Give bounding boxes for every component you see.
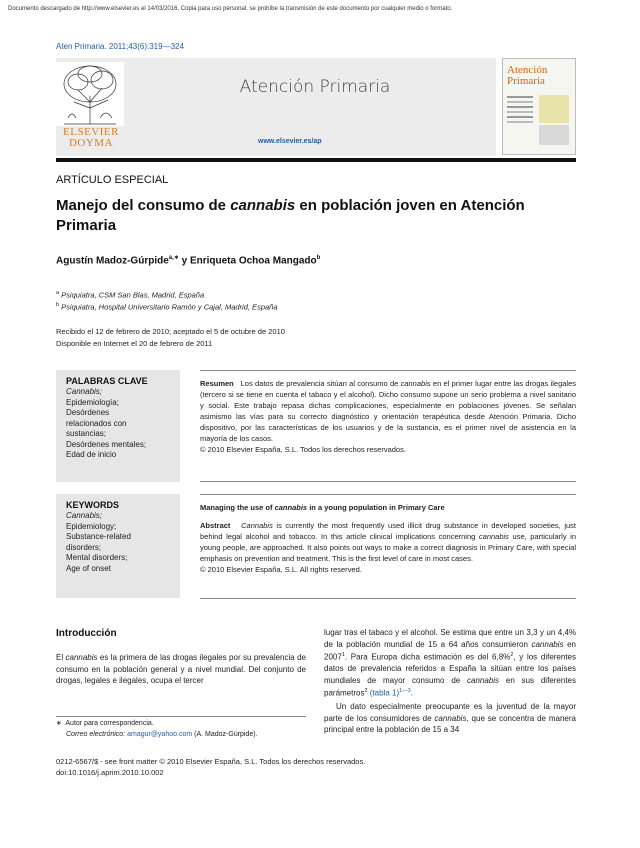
keyword-item: Cannabis;	[66, 387, 103, 396]
keywords-heading: PALABRAS CLAVE	[66, 376, 148, 386]
section-label: ARTÍCULO ESPECIAL	[56, 174, 169, 186]
keyword-item: Substance-related	[66, 532, 131, 541]
abstract-en: Abstract Cannabis is currently the most frequently used illicit drug substance in developed societies, just behind legal alcohol and tobacco. In this article clinical implications concerning cannabis use, particularly in young people, are approached. It also points out ways to make a correct diagnosis in Primary Care, with special emphasis on prevention and treatment. This is the first level of care in most cases. © 2010 Elsevier España, S.L. All rights reserved.	[200, 521, 577, 574]
cover-image	[539, 125, 569, 145]
keyword-item: Cannabis;	[66, 511, 103, 520]
divider	[200, 370, 576, 371]
citation[interactable]: Aten Primaria. 2011;43(6):319—324	[56, 42, 184, 51]
cover-image	[539, 95, 569, 123]
keywords-heading: KEYWORDS	[66, 500, 120, 510]
journal-cover-thumbnail	[502, 58, 576, 155]
doi-line: doi:10.1016/j.aprim.2010.10.002	[56, 768, 164, 777]
intro-heading: Introducción	[56, 628, 117, 639]
keyword-item: Edad de inicio	[66, 450, 117, 459]
intro-left-column: El cannabis es la primera de las drogas ilegales por su prevalencia de consumo en la población general y a nivel mundial. Del conjunto de drogas, legales e ilegales, ocupa el tercer	[56, 653, 307, 685]
keyword-item: Desórdenes	[66, 408, 110, 417]
affiliation: $^b$ Psiquiatra, Hospital Universitario Ramón y Cajal, Madrid, España	[56, 302, 278, 312]
abstract-es: Resumen Los datos de prevalencia sitúan al consumo de cannabis en el primer lugar entre las drogas ilegales (tercero si se tiene en cuenta el tabaco y el alcohol). Dicho consumo supone un serio problema a nivel sanitario y social. Este trabajo repasa dichas complicaciones, especialmente en poblaciones jóvenes. Se señalan asimismo las vías para su correcto diagnóstico y orientación terapéutica desde Atención Primaria. Dicho dispositivo, por las características de los usuarios y de la sustancia, es el primer nivel de asistencia en la mayoría de los casos. © 2010 Elsevier España, S.L. Todos los derechos reservados.	[200, 379, 576, 454]
keyword-item: disorders;	[66, 542, 102, 552]
copyright-en: © 2010 Elsevier España, S.L. All rights reserved.	[200, 565, 362, 574]
issn-line: 0212-6567/$ - see front matter © 2010 Elsevier España, S.L. Todos los derechos reservados.	[56, 757, 366, 766]
online-date: Disponible en Internet el 20 de febrero de 2011	[56, 339, 213, 348]
article-title: Manejo del consumo de cannabis en población joven en Atención Primaria	[56, 197, 525, 234]
affiliation: $^a$ Psiquiatra, CSM San Blas, Madrid, España	[56, 290, 205, 300]
keywords-en-box	[56, 494, 180, 598]
author-name: Enriqueta Ochoa Mangado	[189, 255, 317, 267]
cover-title: Atención Primaria	[507, 64, 548, 87]
keyword-item: Mental disorders;	[66, 553, 128, 562]
email-link[interactable]: amagur@yahoo.com	[127, 731, 193, 738]
keyword-item: Epidemiología;	[66, 397, 119, 407]
keywords-es-box	[56, 370, 180, 482]
copyright-es: © 2010 Elsevier España, S.L. Todos los derechos reservados.	[200, 445, 406, 454]
author-name: Agustín Madoz-Gúrpide	[56, 255, 169, 267]
citation-ref-link[interactable]: 1—3	[399, 688, 411, 695]
cover-lines	[507, 93, 533, 145]
received-date: Recibido el 12 de febrero de 2010; aceptado el 5 de octubre de 2010	[56, 327, 285, 336]
table-ref-link[interactable]: (tabla 1)	[369, 688, 400, 698]
keyword-item: Age of onset	[66, 563, 111, 573]
keyword-item: Desórdenes mentales;	[66, 439, 147, 449]
divider	[200, 481, 576, 482]
keyword-item: relacionados con	[66, 418, 127, 428]
journal-url-link[interactable]: www.elsevier.es/ap	[258, 138, 322, 145]
correspondence-footnote: ∗ Autor para correspondencia. Correo electrónico: amagur@yahoo.com (A. Madoz-Gúrpide).	[56, 720, 258, 738]
intro-right-column: lugar tras el tabaco y el alcohol. Se estima que entre un 3,3 y un 4,4% de la población mundial de 15 a 64 años consumieron cannabis en 2007$^1$. Para Europa dicha estimación es del 6,8%$^2$, y los diferentes datos de prevalencia referidos a España la sitúan entre los países mundiales de mayor consumo de cannabis en sus diferentes parámetros$^2$ (tabla 1)$^{1—3}$. Un dato especialmente preocupante es la juventud de la mayor parte de los consumidores de cannabis, que se concentra de manera principal entre la población de 15 a 34	[324, 628, 576, 735]
keyword-item: Epidemiology;	[66, 521, 117, 531]
authors: Agustín Madoz-Gúrpide$^{a,∗}$ y Enriqueta Ochoa Mangado$^b$	[56, 255, 321, 267]
journal-title: Atención Primaria	[239, 77, 391, 97]
divider	[200, 494, 576, 495]
download-notice: Documento descargado de http://www.elsevier.es el 14/03/2016. Copia para uso personal, se prohíbe la transmisión de este documento por cualquier medio o formato.	[8, 6, 453, 12]
abstract-en-title: Managing the use of cannabis in a young population in Primary Care	[200, 503, 445, 512]
footnote-divider	[56, 716, 306, 717]
divider	[200, 598, 576, 599]
footer	[56, 756, 365, 778]
header-rule	[56, 158, 576, 162]
keyword-item: sustancias;	[66, 429, 107, 438]
publisher-wordmark: ELSEVIER DOYMA	[63, 126, 119, 149]
